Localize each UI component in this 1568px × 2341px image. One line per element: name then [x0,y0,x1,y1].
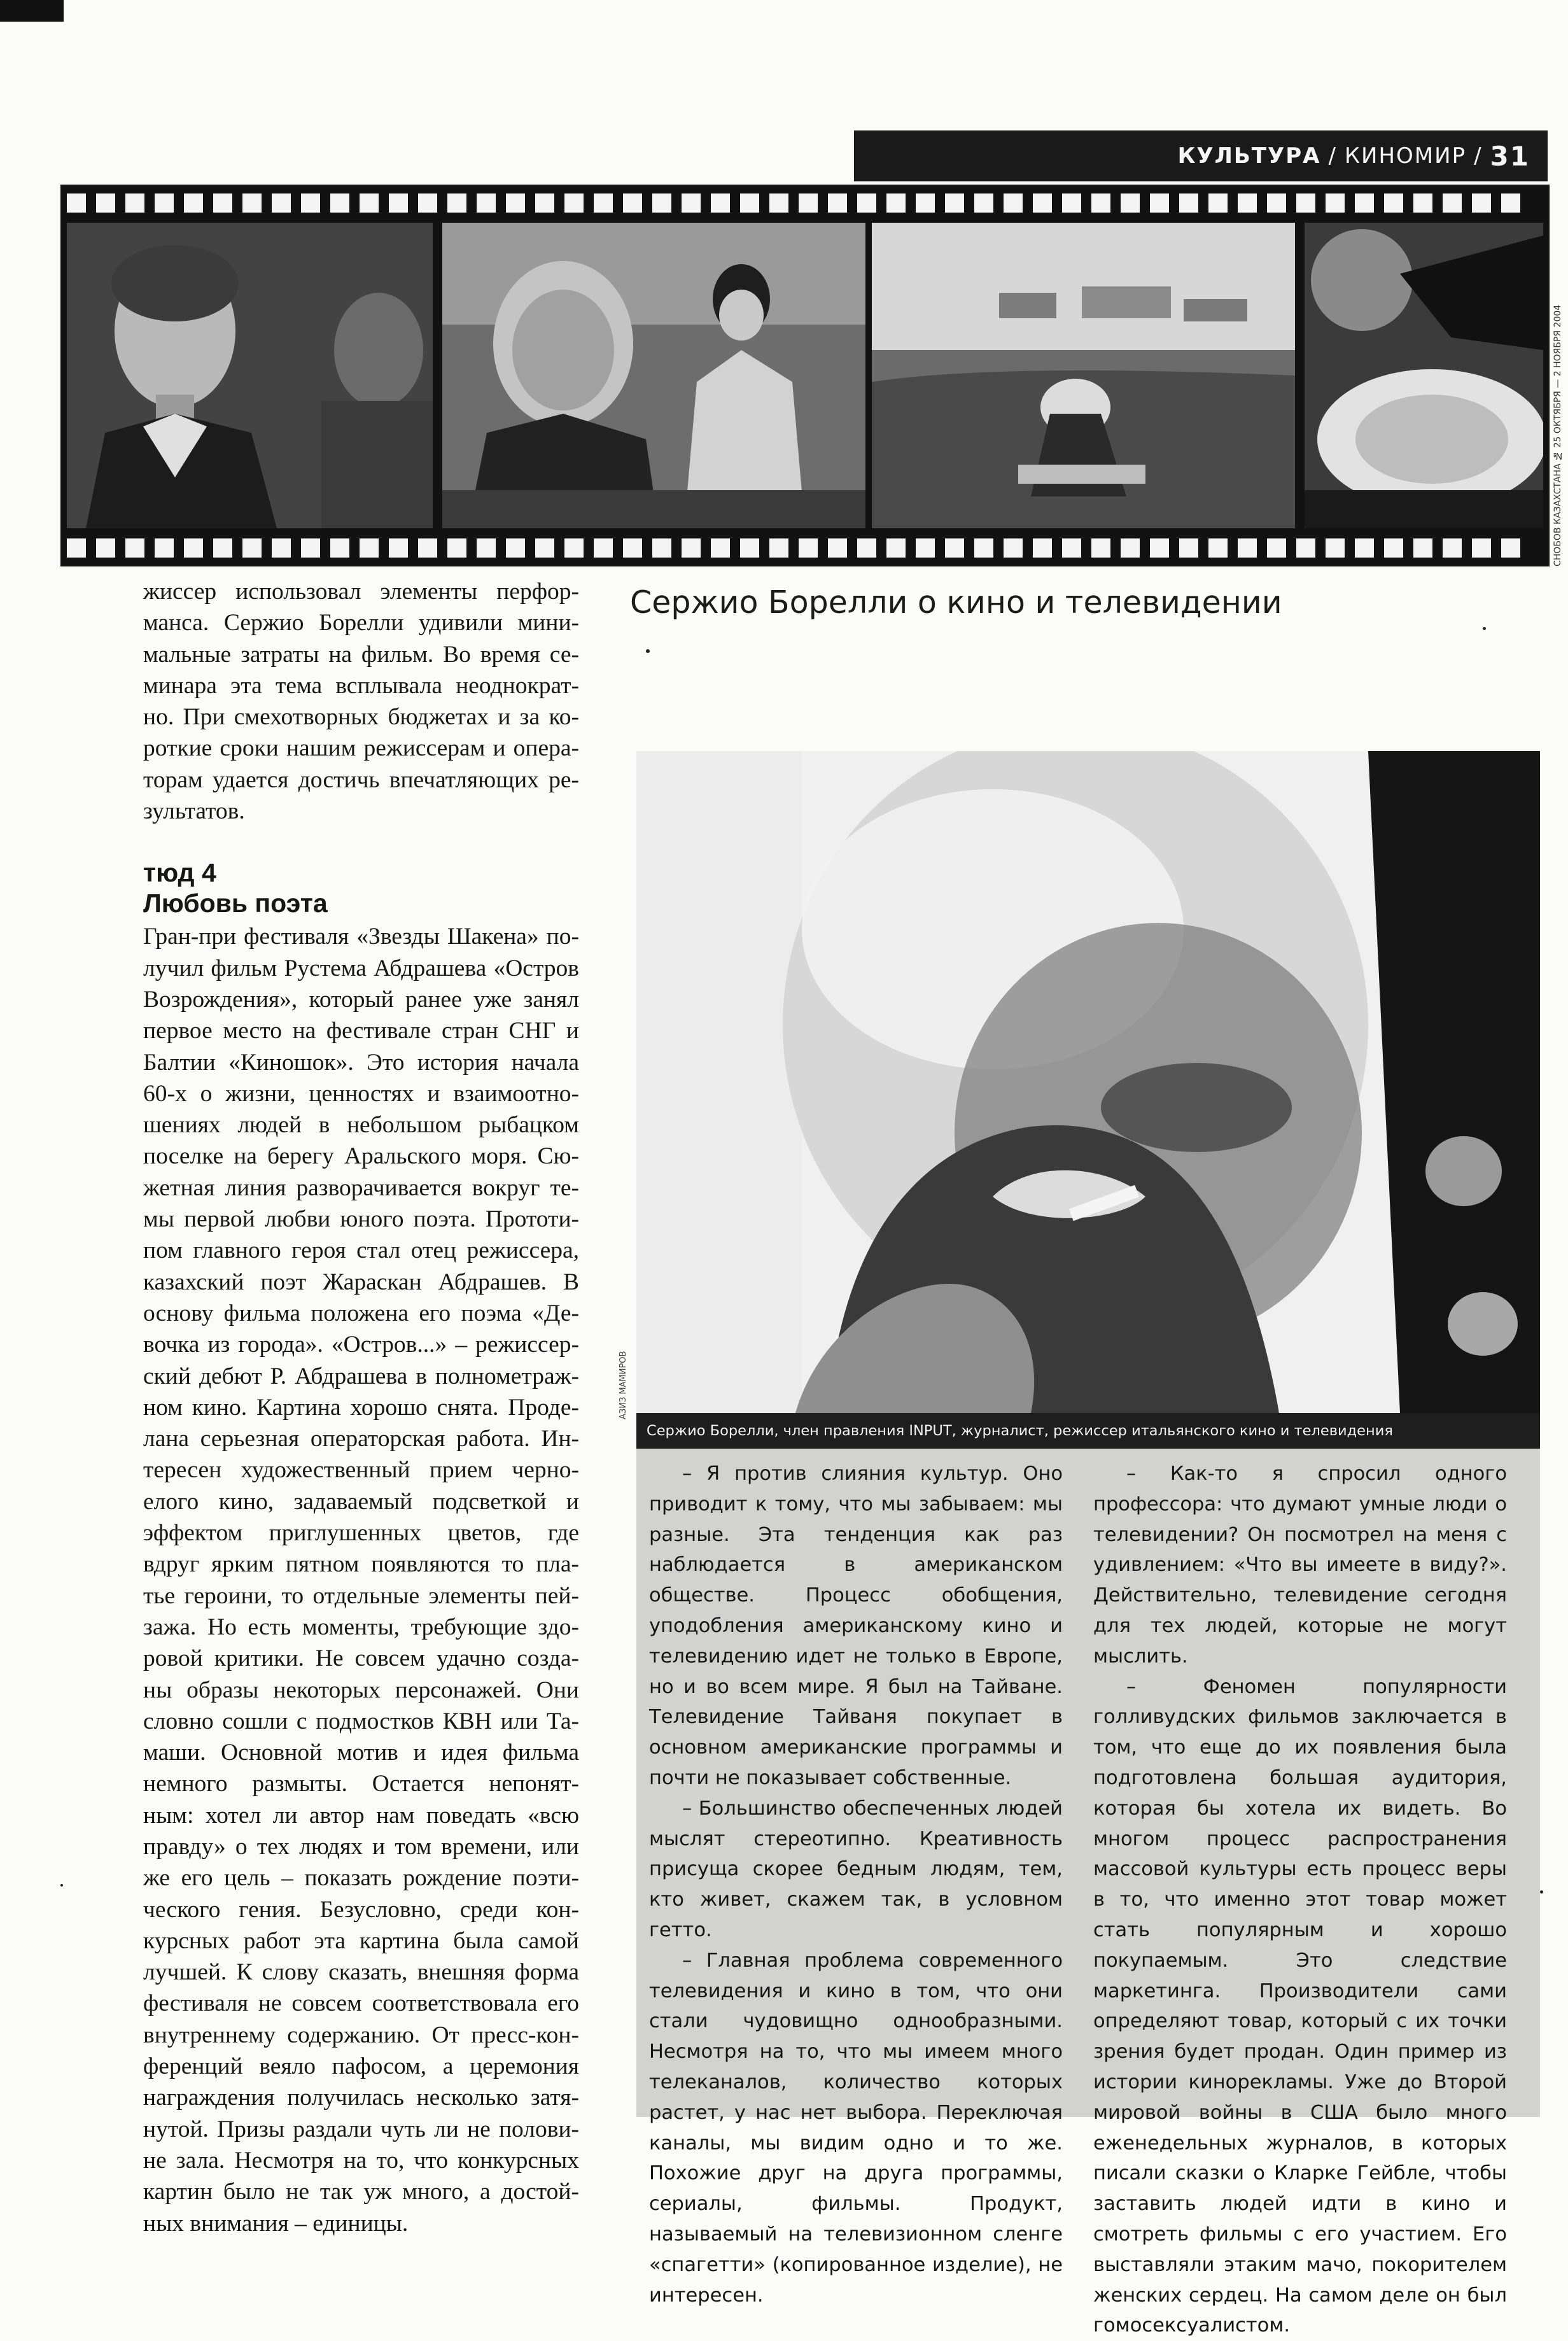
film-perforation [799,193,818,213]
film-perforation [1443,538,1462,558]
text-line: ным: хотел ли автор нам поведать «всю [143,1802,579,1829]
scan-speck [646,649,650,653]
film-frame-old-man-and-youth [442,223,865,528]
text-line: мальные затраты на фильм. Во время се- [143,641,579,668]
text-line: ческого гения. Безусловно, среди кон- [143,1896,579,1923]
film-perforation [740,193,759,213]
film-perforation [447,193,466,213]
text-line: поселке на берегу Аральского моря. Сю- [143,1143,579,1170]
film-perforation [1150,193,1169,213]
film-perforation [916,193,935,213]
film-perforation [1267,193,1286,213]
film-perforation [125,538,144,558]
text-line: Гран-при фестиваля «Звезды Шакена» по- [143,924,579,950]
film-perforation [272,193,291,213]
film-perforation [974,193,993,213]
text-line: нутой. Призы раздали чуть ли не полови- [143,2116,579,2142]
text-line: фестиваля не совсем соответствовала его [143,1990,579,2017]
film-perforation [828,193,847,213]
text-line: лана серьезная операторская работа. Ин- [143,1426,579,1452]
film-perforation [1296,538,1315,558]
film-perforation [1091,193,1110,213]
interview-paragraph: – Большинство обеспеченных людей мыслят стереотипно. Креативность присуща скорее бедным людям, тем, кто живет, скажем так, в условном гетто. [649,1797,1063,1941]
film-perforation [1326,193,1345,213]
film-perforation [1355,193,1374,213]
film-perforation [477,193,496,213]
intro-text [143,576,579,827]
text-line: зажа. Но есть моменты, требующие здо- [143,1613,579,1640]
film-perforation [1238,193,1257,213]
text-line: ны образы некоторых персонажей. Они [143,1677,579,1703]
text-line: не зала. Несмотря на то, что конкурсных [143,2147,579,2174]
film-perforation [360,193,379,213]
subsection-label: КИНОМИР [1344,143,1467,169]
film-perforation [1062,193,1081,213]
film-perforation [1238,538,1257,558]
filmstrip-perforations-top [67,193,1543,213]
text-line: внутреннему содержанию. От пресс-кон- [143,2021,579,2048]
film-perforation [886,193,906,213]
film-perforation [1472,193,1491,213]
film-perforation [1150,538,1169,558]
film-perforation [535,538,554,558]
text-line: пом главного героя стал отец режиссера, [143,1237,579,1264]
film-perforation [1501,538,1520,558]
scan-speck [60,1884,63,1887]
film-frame-closeup-faces [1305,223,1543,528]
film-perforation [652,193,671,213]
text-line: вочка из города». «Остров...» – режиссер- [143,1332,579,1358]
film-perforation [594,538,613,558]
film-perforation [974,538,993,558]
film-perforation [711,538,730,558]
text-line: жетная линия разворачивается вокруг те- [143,1174,579,1201]
film-perforation [857,193,876,213]
film-perforation [564,538,584,558]
scan-speck [1540,1890,1543,1894]
etude-body-text [143,921,579,2239]
interview-paragraph: – Как-то я спросил одного профессора: что думают умные люди о телевидении? Он посмотрел на меня с удивлением: «Что вы имеете в виду?». Действительно, телевидение сегодня для тех людей, которые не могут мыслить. [1093,1463,1507,1668]
film-perforation [1062,538,1081,558]
page-number: 31 [1490,140,1530,172]
film-perforation [125,193,144,213]
text-line: мы первой любви юного поэта. Прототи- [143,1206,579,1233]
photo-credit: АЗИЗ МАМИРОВ [619,1351,628,1419]
text-line: эффектом приглушенных цветов, где [143,1520,579,1547]
text-line: немного размыты. Остается непонят- [143,1771,579,1797]
film-perforation [96,193,115,213]
film-perforation [447,538,466,558]
film-perforation [945,193,964,213]
film-perforation [184,193,203,213]
film-perforation [886,538,906,558]
text-line: торам удается достичь впечатляющих ре- [143,766,579,793]
film-perforation [1004,538,1023,558]
film-perforation [1326,538,1345,558]
text-line: манса. Сержио Борелли удивили мини- [143,610,579,636]
film-perforation [857,538,876,558]
text-line: жиссер использовал элементы перфор- [143,579,579,605]
text-line: ференций веяло пафосом, а церемония [143,2053,579,2080]
film-perforation [1413,193,1432,213]
film-perforation [682,193,701,213]
text-line: ровой критики. Не совсем удачно созда- [143,1645,579,1672]
scan-speck [1483,627,1486,630]
film-perforation [242,538,262,558]
text-line: Балтии «Киношок». Это история начала [143,1049,579,1076]
text-line: роткие сроки нашим режиссерам и опера- [143,735,579,762]
film-perforation [418,193,437,213]
film-perforation [1296,193,1315,213]
text-line: словно сошли с подмостков КВН или Та- [143,1708,579,1734]
film-perforation [1384,538,1403,558]
film-perforation [916,538,935,558]
film-perforation [799,538,818,558]
film-perforation [623,193,642,213]
film-perforation [389,538,408,558]
article-title: Сержио Борелли о кино и телевидении [630,584,1282,621]
left-article-column [143,576,579,2239]
text-line: ский дебют Р. Абдрашева в полнометраж- [143,1363,579,1389]
film-perforation [769,538,788,558]
film-perforation [418,538,437,558]
text-line: картин было не так уж много, а достой- [143,2179,579,2205]
film-perforation [242,193,262,213]
film-perforation [155,538,174,558]
interview-paragraph: – Я против слияния культур. Оно приводит к тому, что мы забываем: мы разные. Эта тенденция как раз наблюдается в американском обществе. Процесс обобщения, уподобления американскому кино и телевидению идет не только в Европе, но и во всем мире. Я был на Тайване. Телевидение Тайваня покупает в основном американские программы и почти не показывает собственные. [649,1463,1063,1789]
film-perforation [184,538,203,558]
film-perforation [330,538,349,558]
text-line: ном кино. Картина хорошо снята. Проде- [143,1394,579,1421]
film-perforation [535,193,554,213]
film-perforation [272,538,291,558]
film-perforation [301,193,320,213]
text-line: награждения получилась несколько затя- [143,2084,579,2111]
film-perforation [389,193,408,213]
film-perforation [769,193,788,213]
text-line: минара эта тема всплывала неоднократ- [143,672,579,699]
interview-column-1 [649,1459,1063,2310]
film-perforation [213,193,232,213]
interview-column-2 [1093,1459,1507,2341]
film-perforation [828,538,847,558]
section-header [854,130,1548,181]
film-perforation [740,538,759,558]
portrait-photo [636,751,1540,1413]
text-line: вдруг ярким пятном появляются то пла- [143,1551,579,1578]
film-perforation [1208,193,1228,213]
text-line: правду» о тех людях и том времени, или [143,1833,579,1860]
film-perforation [506,193,525,213]
text-line: лучшей. К слову сказать, внешняя форма [143,1959,579,1986]
film-perforation [1267,538,1286,558]
text-line: лучил фильм Рустема Абдрашева «Остров [143,955,579,981]
text-line: ных внимания – единицы. [143,2210,409,2237]
film-perforation [477,538,496,558]
film-perforation [1004,193,1023,213]
film-perforation [67,538,86,558]
film-perforation [1384,193,1403,213]
etude-title: Любовь поэта [143,889,328,918]
text-line: тересен художественный прием черно- [143,1457,579,1484]
film-perforation [1208,538,1228,558]
text-line: же его цель – показать рождение поэти- [143,1865,579,1892]
scan-corner-mark [0,0,64,22]
film-perforation [564,193,584,213]
film-perforation [1501,193,1520,213]
film-perforation [1179,538,1198,558]
text-line: тье героини, то отдельные элементы пей- [143,1582,579,1609]
film-perforation [213,538,232,558]
film-perforation [711,193,730,213]
filmstrip-banner [60,185,1550,566]
text-line: елого кино, задаваемый подсветкой и [143,1488,579,1515]
film-perforation [594,193,613,213]
film-perforation [301,538,320,558]
film-perforation [1179,193,1198,213]
filmstrip-perforations-bottom [67,538,1543,558]
newspaper-side-text: СНОБОВ КАЗАХСТАНА № 25 ОКТЯБРЯ — 2 НОЯБРЯ 2004 [1553,304,1563,566]
separator: / [1474,143,1483,169]
interview-paragraph: – Феномен популярности голливудских фильмов заключается в том, что еще до их появления была подготовлена большая аудитория, которая бы хотела их видеть. Во многом процесс распространения массовой культуры есть процесс веры в то, что именно этот товар может стать популярным и хорошо покупаемым. Это следствие маркетинга. Производители сами определяют товар, который с их точки зрения будет продан. Один пример из истории кинорекламы. Уже до Второй мировой войны в США было много еженедельных журналов, в которых писали сказки о Кларке Гейбле, чтобы заставить людей идти в кино и смотреть фильмы с его участием. Его выставляли этаким мачо, покорителем женских сердец. На самом деле он был гомосексуалистом. [1093,1675,1507,2337]
photo-caption: Сержио Борелли, член правления INPUT, журналист, режиссер итальянского кино и телевидения [636,1413,1540,1449]
film-perforation [1472,538,1491,558]
section-label: КУЛЬТУРА [1177,143,1321,169]
film-perforation [652,538,671,558]
separator: / [1328,143,1337,169]
film-perforation [1121,538,1140,558]
film-perforation [155,193,174,213]
text-line: 60-х о жизни, ценностях и взаимоотно- [143,1080,579,1107]
film-perforation [1091,538,1110,558]
text-line: зультатов. [143,798,245,825]
film-perforation [360,538,379,558]
film-perforation [1355,538,1374,558]
film-perforation [623,538,642,558]
text-line: основу фильма положена его поэма «Де- [143,1300,579,1326]
text-line: Возрождения», который ранее уже занял [143,986,579,1013]
text-line: первое место на фестивале стран СНГ и [143,1018,579,1044]
film-perforation [682,538,701,558]
film-perforation [1443,193,1462,213]
text-line: но. При смехотворных бюджетах и за ко- [143,704,579,731]
text-line: казахский поэт Жараскан Абдрашев. В [143,1269,579,1295]
interview-paragraph: – Главная проблема современного телевидения и кино в том, что они стали чудовищно однообразными. Несмотря на то, что мы имеем много телеканалов, количество которых растет, у нас нет выбора. Переключая каналы, мы видим одно и то же. Похожие друг на друга программы, сериалы, фильмы. Продукт, называемый на телевизионном сленге «спагетти» (копированное изделие), не интересен. [649,1949,1063,2307]
text-line: курсных работ эта картина была самой [143,1927,579,1954]
film-perforation [1413,538,1432,558]
film-perforation [1121,193,1140,213]
film-frame-boy-portrait [67,223,433,528]
film-frame-steppe-scene [872,223,1295,528]
film-perforation [506,538,525,558]
film-perforation [945,538,964,558]
text-line: маши. Основной мотив и идея фильма [143,1740,579,1766]
film-perforation [96,538,115,558]
film-perforation [1033,538,1052,558]
etude-number: тюд 4 [143,858,216,888]
film-perforation [1033,193,1052,213]
text-line: шениях людей в небольшом рыбацком [143,1112,579,1139]
film-perforation [67,193,86,213]
film-perforation [330,193,349,213]
